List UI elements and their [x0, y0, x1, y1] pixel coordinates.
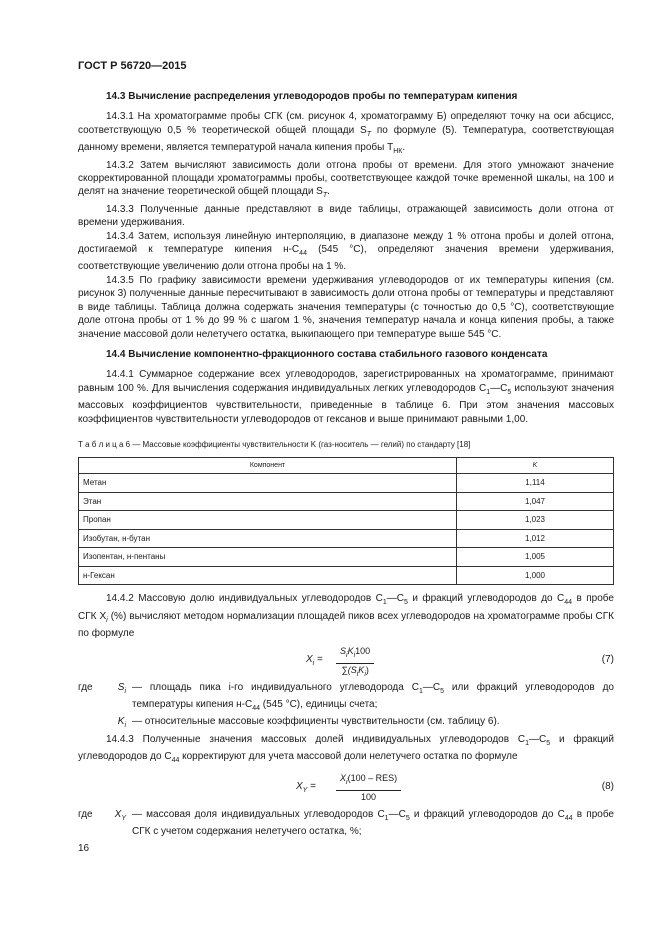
table-row [79, 566, 614, 585]
column-header-component: Компонент [79, 458, 457, 474]
paragraph-14-3-4: 14.3.4 Затем, используя линейную интерполяцию, в диапазоне между 1 % отгона пробы и долей отгона, достигаемой к температуре кипения $н-С_{44}$ (545 °C), определяют значения времени удерживания, соответствующие увеличению доли отгона пробы на 1 %. [78, 230, 614, 273]
paragraph-14-3-3: 14.3.3 Полученные данные представляют в виде таблицы, отражающей зависимость доли отгона от времени удерживания. [78, 203, 614, 229]
paragraph-14-3-5: 14.3.5 По графику зависимости времени удерживания углеводородов от их температуры кипения (см. рисунок 3) полученные данные пересчитывают в зависимость доли отгона пробы от температуры и представляют в виде таблицы. Таблица должна содержать значения температуры (с точностью до 0,5 °C), соответствующие доле отгона пробы от 1 % до 99 % с шагом 1 %, значения температур начала и конца кипения пробы, а также значение массовой доли нелетучего остатка, выкипающего при температуре выше 545 °C. [78, 274, 614, 340]
formula-8-denominator: 100 [361, 791, 377, 802]
page-content [78, 90, 614, 838]
paragraph-14-4-1: 14.4.1 Суммарное содержание всех углеводородов, зарегистрированных на хроматограмме, принимают равным 100 %. Для вычисления содержания индивидуальных легких углеводородов $С_1—С_5$ используют значения массовых коэффициентов чувствительности, приведенные в таблице 6. При этом значения массовых коэффициентов чувствительности углеводородов от гексанов и выше принимают равными 1,00. [78, 369, 614, 425]
paragraph-14-3-1: 14.3.1 На хроматограмме пробы СГК (см. рисунок 4, хроматограмму Б) определяют точку на оси абсцисс, соответствующую 0,5 % теоретической общей площади $S_T$ по формуле (5). Температура, соответствующая данному времени, является температурой начала кипения пробы $T_{НК}$. [78, 111, 614, 156]
section-title-14-3: 14.3 Вычисление распределения углеводородов пробы по температурам кипения [106, 91, 518, 102]
paragraph-14-4-3: 14.4.3 Полученные значения массовых долей индивидуальных углеводородов $С_1—С_5$ и фракций углеводородов до $С_{44}$ корректируют для учета массовой доли нелетучего остатка по формуле [78, 733, 614, 765]
where-7-k: $K_i$ — относительные массовые коэффициенты чувствительности (см. таблицу 6). [117, 716, 500, 730]
table-row [79, 474, 614, 493]
formula-8-fraction [336, 772, 401, 805]
formula-8-numerator: $X_i(100 - RES)$ [336, 772, 401, 791]
formula-8-lhs: $X_Y$ = [296, 780, 316, 794]
column-header-k: K [457, 458, 614, 474]
where-7-s: где $S_i$ — площадь пика i-го индивидуального углеводорода $С_1—С_5$ или фракций углеводородов до температуры кипения $н-С_{44}$ (545 °C), единицы счета; [78, 681, 614, 712]
component-cell: н-Гексан [79, 566, 457, 585]
k-value-cell: 1,012 [457, 529, 614, 548]
formula-7-numerator: $S_iK_i100$ [336, 645, 374, 664]
formula-7 [78, 641, 614, 681]
paragraph-14-4-2: 14.4.2 Массовую долю индивидуальных углеводородов $С_1—С_5$ и фракций углеводородов до $С_{44}$ в пробе СГК $X_i$ (%) вычисляют методом нормализации площадей пиков всех углеводородов на хроматограмме пробы СГК по формуле [78, 593, 614, 640]
sensitivity-table [78, 457, 614, 585]
component-cell: Метан [79, 474, 457, 493]
section-title-14-4: 14.4 Вычисление компонентно-фракционного состава стабильного газового конденсата [106, 348, 548, 360]
formula-7-lhs: $X_i$ = [306, 653, 323, 667]
formula-8-number: (8) [601, 780, 614, 792]
k-value-cell: 1,005 [457, 548, 614, 567]
component-cell: Этан [79, 492, 457, 511]
k-value-cell: 1,047 [457, 492, 614, 511]
where-8-x: где $X_Y$ — массовая доля индивидуальных углеводородов $С_1—С_5$ и фракций углеводородов до $С_{44}$ в пробе СГК с учетом содержания нелетучего остатка, %; [78, 808, 614, 837]
formula-7-fraction [336, 645, 374, 681]
standard-header: ГОСТ Р 56720—2015 [78, 60, 187, 72]
page-number: 16 [78, 843, 90, 854]
table-row [79, 529, 614, 548]
component-cell: Изопентан, н-пентаны [79, 548, 457, 567]
paragraph-14-3-2: 14.3.2 Затем вычисляют зависимость доли отгона пробы от времени. Для этого умножают значение скорректированной площади хроматограммы пробы, соответствующее каждой точке временной шкалы, на 100 и делят на значение теоретической общей площади $S_T$. [78, 159, 614, 200]
table-row [79, 511, 614, 530]
k-value-cell: 1,000 [457, 566, 614, 585]
table-row [79, 492, 614, 511]
table-row [79, 548, 614, 567]
component-cell: Пропан [79, 511, 457, 530]
k-value-cell: 1,023 [457, 511, 614, 530]
table-caption: Т а б л и ц а 6 — Массовые коэффициенты чувствительности K (газ-носитель — гелий) по стандарту [18] [78, 439, 471, 449]
component-cell: Изобутан, н-бутан [79, 529, 457, 548]
formula-7-denominator: $\sum(S_iK_i)$ [341, 664, 369, 678]
k-value-cell: 1,114 [457, 474, 614, 493]
formula-7-number: (7) [601, 653, 614, 665]
formula-8 [78, 768, 614, 808]
table-body [79, 474, 614, 585]
